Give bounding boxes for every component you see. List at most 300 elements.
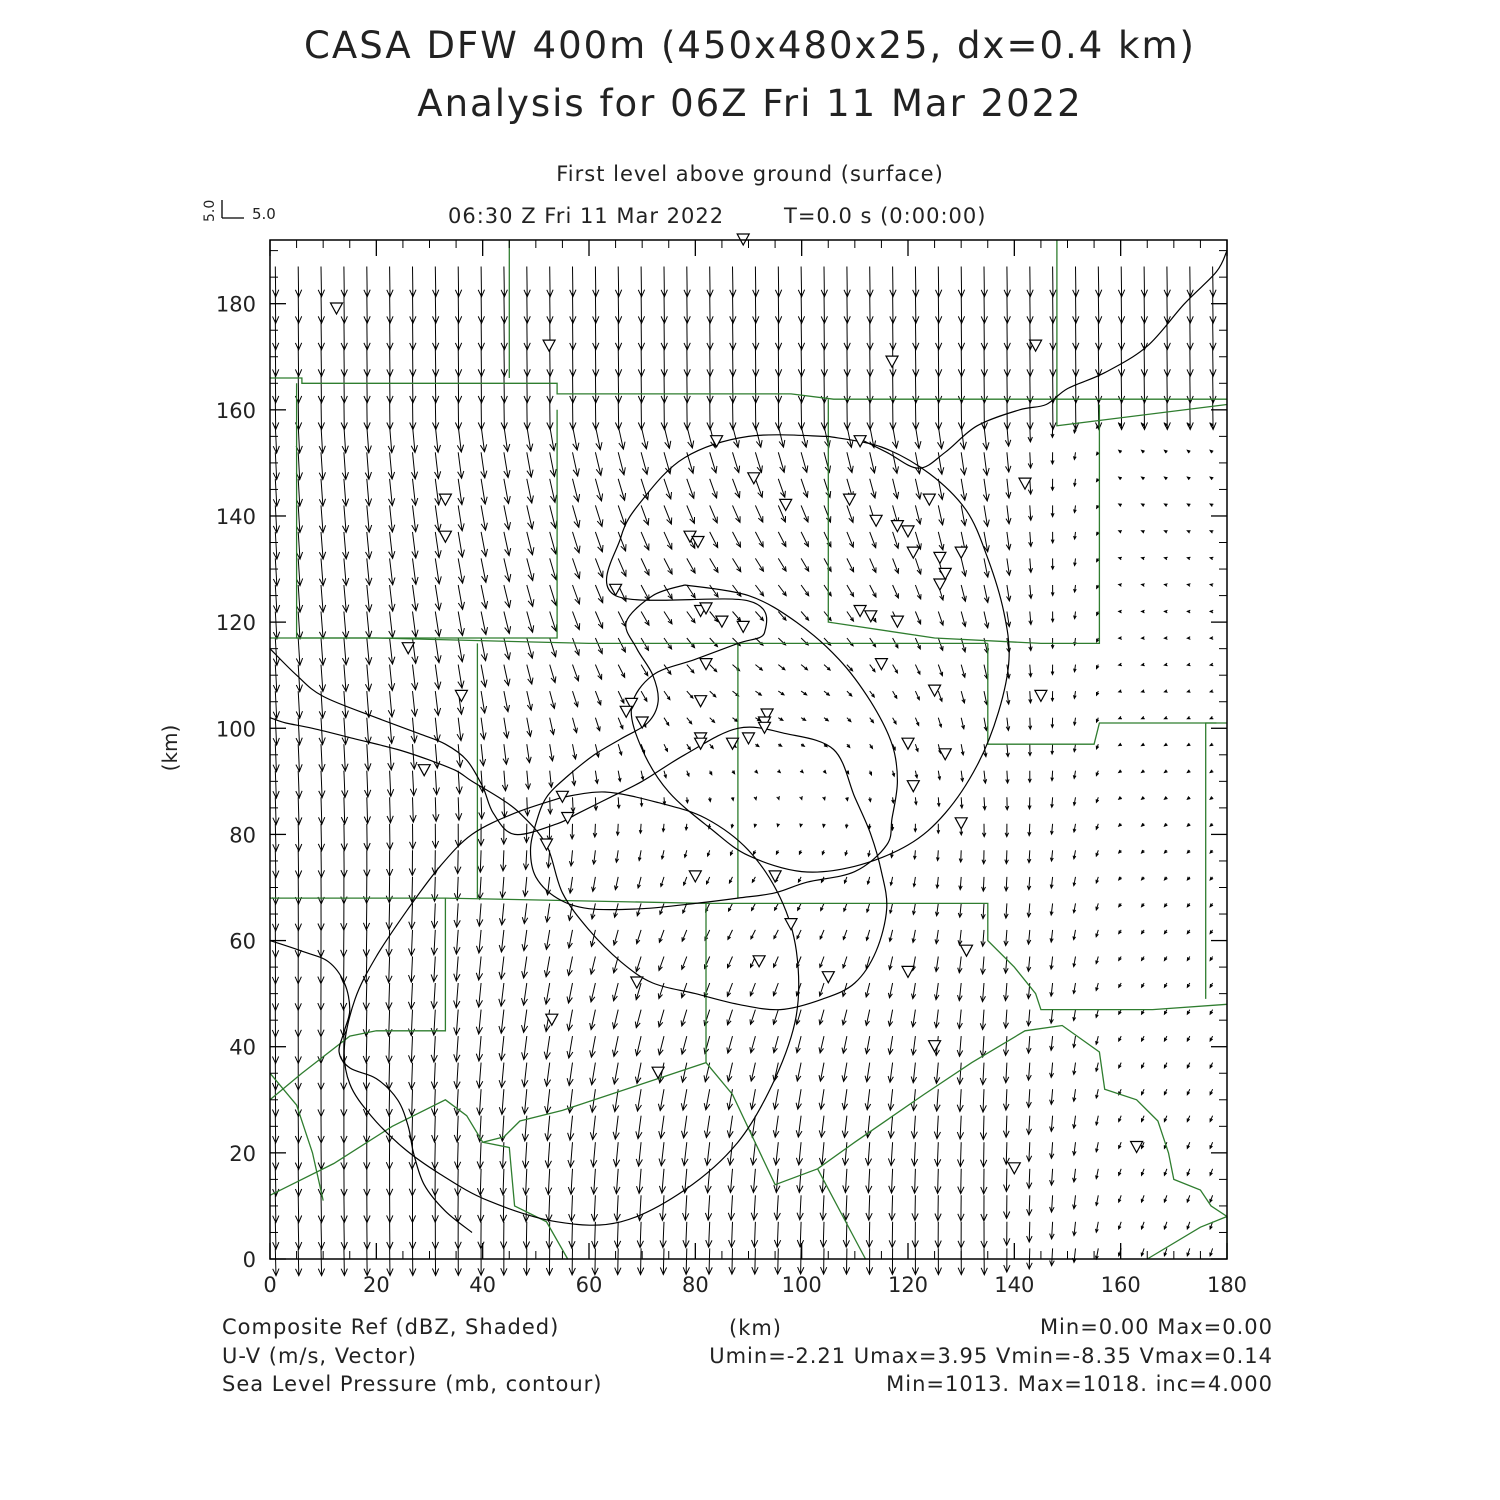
wind-vector bbox=[388, 718, 394, 744]
wind-vector bbox=[454, 957, 460, 981]
wind-vector bbox=[1074, 479, 1077, 486]
wind-vector bbox=[733, 558, 741, 571]
wind-vector bbox=[1096, 267, 1102, 297]
wind-vector bbox=[1187, 1010, 1190, 1015]
county-boundary bbox=[297, 383, 557, 638]
wind-vector bbox=[549, 744, 554, 761]
wind-vector bbox=[567, 1089, 573, 1113]
wind-vector bbox=[318, 983, 324, 1010]
wind-vector bbox=[1187, 450, 1190, 453]
wind-vector bbox=[525, 797, 530, 815]
wind-vector bbox=[319, 558, 325, 585]
wind-vector bbox=[1210, 903, 1213, 906]
wind-vector bbox=[981, 957, 986, 975]
wind-vector bbox=[341, 1063, 347, 1090]
wind-vector bbox=[431, 1063, 437, 1089]
wind-vector bbox=[913, 877, 916, 887]
wind-vector bbox=[590, 983, 596, 1002]
wind-vector bbox=[434, 744, 440, 768]
wind-vector bbox=[775, 903, 779, 910]
y-tick-label: 20 bbox=[229, 1141, 256, 1166]
wind-vector bbox=[618, 452, 625, 475]
wind-vector bbox=[1004, 903, 1008, 918]
station-marker bbox=[961, 945, 973, 956]
wind-vector bbox=[936, 267, 942, 297]
wind-vector bbox=[1004, 983, 1009, 1001]
wind-vector bbox=[1187, 663, 1190, 666]
wind-vector bbox=[454, 1116, 460, 1142]
wind-vector bbox=[981, 903, 985, 918]
wind-vector bbox=[523, 1169, 529, 1195]
wind-vector bbox=[1119, 930, 1122, 934]
wind-vector bbox=[504, 479, 510, 504]
wind-vector bbox=[847, 638, 853, 646]
wind-vector bbox=[432, 1116, 438, 1143]
vector-key-v-label: 5.0 bbox=[202, 199, 218, 222]
wind-vector bbox=[824, 558, 831, 571]
wind-vector bbox=[1050, 1010, 1054, 1024]
wind-vector bbox=[710, 744, 714, 748]
wind-vector bbox=[1004, 1195, 1010, 1218]
wind-vector bbox=[387, 850, 393, 876]
wind-vector bbox=[388, 665, 394, 691]
wind-vector bbox=[386, 1089, 392, 1116]
wind-vector bbox=[1210, 1248, 1213, 1255]
wind-vector bbox=[341, 957, 347, 984]
wind-vector bbox=[595, 744, 599, 757]
wind-vector bbox=[733, 612, 741, 622]
wind-vector bbox=[733, 532, 741, 547]
wind-vector bbox=[526, 771, 531, 789]
wind-vector bbox=[706, 1222, 712, 1247]
wind-vector bbox=[411, 426, 417, 453]
wind-vector bbox=[455, 824, 461, 847]
wind-vector bbox=[481, 479, 487, 504]
wind-vector bbox=[570, 824, 574, 839]
wind-vector bbox=[568, 1116, 574, 1140]
wind-vector bbox=[981, 1142, 987, 1167]
wind-vector bbox=[547, 267, 553, 297]
wind-vector bbox=[1119, 796, 1122, 799]
wind-vector bbox=[659, 1169, 665, 1193]
wind-vector bbox=[458, 585, 464, 609]
wind-vector bbox=[750, 1063, 756, 1082]
y-tick-label: 140 bbox=[215, 504, 256, 529]
wind-vector bbox=[431, 903, 437, 928]
wind-vector bbox=[499, 983, 505, 1006]
wind-vector bbox=[681, 1036, 687, 1054]
wind-vector bbox=[412, 585, 418, 611]
wind-vector bbox=[1187, 716, 1190, 719]
wind-vector bbox=[1187, 877, 1190, 880]
wind-vector bbox=[664, 479, 672, 499]
wind-vector bbox=[755, 585, 763, 596]
wind-vector bbox=[750, 983, 755, 996]
wind-vector bbox=[1142, 716, 1145, 719]
wind-vector bbox=[1210, 450, 1213, 453]
wind-vector bbox=[319, 797, 325, 824]
wind-vector bbox=[800, 796, 803, 799]
wind-vector bbox=[705, 1195, 711, 1220]
wind-vector bbox=[1027, 1089, 1032, 1107]
wind-vector bbox=[410, 1222, 416, 1249]
wind-vector bbox=[847, 505, 854, 522]
wind-vector bbox=[295, 1010, 301, 1037]
wind-vector bbox=[938, 691, 942, 701]
wind-vector bbox=[659, 1142, 665, 1166]
wind-vector bbox=[319, 505, 325, 532]
wind-vector bbox=[595, 638, 602, 654]
wind-vector bbox=[296, 558, 302, 585]
wind-vector bbox=[755, 612, 763, 621]
wind-vector bbox=[568, 1169, 574, 1195]
wind-vector bbox=[750, 1010, 755, 1025]
wind-vector bbox=[458, 479, 464, 505]
wind-vector bbox=[1142, 1116, 1145, 1122]
wind-vector bbox=[893, 452, 899, 473]
wind-vector bbox=[389, 532, 395, 559]
wind-vector bbox=[618, 612, 626, 627]
wind-vector bbox=[844, 877, 847, 883]
wind-vector bbox=[296, 585, 302, 612]
wind-vector bbox=[590, 1116, 596, 1140]
wind-vector bbox=[366, 638, 372, 665]
y-tick-label: 120 bbox=[215, 611, 256, 636]
wind-vector bbox=[365, 452, 371, 479]
wind-vector bbox=[819, 1063, 824, 1082]
wind-vector bbox=[750, 1036, 756, 1053]
wind-vector bbox=[1096, 1089, 1099, 1098]
wind-vector bbox=[778, 479, 785, 497]
wind-vector bbox=[889, 1169, 895, 1193]
wind-vector bbox=[822, 850, 825, 854]
wind-vector bbox=[454, 930, 460, 954]
valid-time-label: 06:30 Z Fri 11 Mar 2022 bbox=[448, 204, 725, 228]
wind-vector bbox=[957, 1036, 963, 1056]
wind-vector bbox=[1187, 584, 1190, 587]
wind-vector bbox=[595, 691, 601, 705]
wind-vector bbox=[638, 267, 644, 297]
wind-vector bbox=[661, 877, 665, 887]
wind-vector bbox=[614, 1222, 620, 1248]
wind-vector bbox=[615, 850, 618, 862]
wind-vector bbox=[1027, 903, 1031, 917]
wind-vector bbox=[821, 267, 827, 297]
wind-vector bbox=[637, 903, 641, 915]
wind-vector bbox=[934, 1010, 939, 1028]
wind-vector bbox=[432, 824, 438, 848]
wind-vector bbox=[710, 691, 716, 697]
wind-vector bbox=[893, 585, 899, 598]
wind-vector bbox=[412, 532, 418, 558]
wind-vector bbox=[273, 505, 279, 532]
wind-field-stats: Umin=-2.21 Umax=3.95 Vmin=-8.35 Vmax=0.14 bbox=[709, 1344, 1273, 1368]
wind-vector bbox=[1164, 1222, 1167, 1229]
wind-vector bbox=[687, 479, 695, 499]
wind-vector bbox=[982, 824, 986, 837]
wind-vector bbox=[1006, 718, 1010, 731]
wind-vector bbox=[938, 505, 944, 525]
wind-vector bbox=[1096, 1116, 1099, 1125]
wind-vector bbox=[664, 744, 668, 751]
wind-vector bbox=[1096, 1142, 1099, 1152]
vector-key-u-label: 5.0 bbox=[252, 205, 276, 223]
wind-vector bbox=[730, 267, 736, 297]
wind-vector bbox=[1210, 1116, 1213, 1122]
wind-vector bbox=[687, 718, 692, 724]
wind-vector bbox=[774, 1195, 780, 1220]
wind-vector bbox=[545, 903, 550, 922]
wind-vector bbox=[1119, 584, 1122, 587]
wind-vector bbox=[342, 691, 348, 718]
wind-vector bbox=[573, 558, 581, 578]
wind-vector bbox=[364, 1142, 370, 1169]
wind-vector bbox=[934, 1089, 940, 1111]
wind-vector bbox=[295, 1116, 301, 1143]
wind-vector bbox=[866, 1169, 872, 1193]
wind-vector bbox=[866, 1248, 872, 1274]
wind-vector bbox=[1210, 1036, 1213, 1041]
wind-vector bbox=[527, 558, 534, 580]
wind-vector bbox=[1119, 504, 1122, 507]
wind-vector bbox=[409, 850, 415, 875]
wind-vector bbox=[573, 744, 577, 759]
wind-vector bbox=[890, 903, 893, 913]
wind-vector bbox=[842, 1142, 848, 1165]
wind-vector bbox=[1051, 558, 1054, 569]
wind-vector bbox=[870, 532, 876, 548]
wind-vector bbox=[983, 479, 989, 501]
wind-vector bbox=[454, 903, 460, 927]
wind-vector bbox=[1142, 504, 1145, 507]
wind-vector bbox=[296, 744, 302, 771]
wind-vector bbox=[522, 957, 528, 979]
wind-vector bbox=[296, 612, 302, 639]
station-marker bbox=[1008, 1163, 1020, 1174]
wind-vector bbox=[318, 930, 324, 957]
wind-vector bbox=[1051, 665, 1054, 675]
wind-vector bbox=[957, 1063, 963, 1085]
wind-vector bbox=[664, 691, 670, 700]
wind-vector bbox=[365, 665, 371, 691]
wind-vector bbox=[823, 770, 826, 773]
wind-vector bbox=[480, 718, 486, 740]
wind-vector bbox=[458, 558, 464, 583]
wind-vector bbox=[658, 1036, 664, 1055]
wind-vector bbox=[477, 903, 483, 926]
wind-vector bbox=[387, 1222, 393, 1249]
wind-vector bbox=[888, 1010, 893, 1026]
wind-vector bbox=[1007, 612, 1011, 627]
wind-vector bbox=[983, 426, 989, 450]
wind-vector bbox=[522, 983, 528, 1005]
wind-vector bbox=[683, 1248, 689, 1274]
wind-vector bbox=[573, 691, 579, 707]
wind-vector bbox=[824, 505, 831, 522]
wind-vector bbox=[501, 267, 507, 297]
wind-vector bbox=[1096, 1195, 1099, 1205]
wind-vector bbox=[957, 1010, 962, 1029]
wind-vector bbox=[527, 718, 532, 737]
wind-vector bbox=[981, 1248, 987, 1274]
wind-vector bbox=[664, 558, 672, 574]
wind-vector bbox=[435, 638, 441, 663]
wind-vector bbox=[318, 1063, 324, 1090]
pressure-contour bbox=[607, 435, 1010, 872]
wind-vector bbox=[796, 1036, 801, 1053]
wind-vector bbox=[1210, 1089, 1213, 1095]
wind-vector bbox=[1119, 610, 1122, 613]
wind-vector bbox=[865, 1036, 870, 1054]
wind-vector bbox=[410, 267, 416, 297]
wind-vector bbox=[341, 1222, 347, 1249]
wind-vector bbox=[1187, 610, 1190, 613]
wind-vector bbox=[710, 665, 717, 672]
wind-vector bbox=[550, 532, 557, 554]
wind-vector bbox=[1187, 957, 1190, 961]
wind-vector bbox=[1003, 1036, 1008, 1055]
wind-vector bbox=[1050, 1036, 1054, 1050]
wind-vector bbox=[936, 903, 939, 915]
wind-vector bbox=[613, 983, 619, 1001]
wind-vector bbox=[961, 612, 966, 627]
wind-vector bbox=[1029, 718, 1032, 730]
wind-vector bbox=[870, 479, 876, 498]
wind-vector bbox=[363, 930, 369, 957]
wind-vector bbox=[710, 585, 718, 597]
wind-vector bbox=[1096, 930, 1099, 937]
wind-vector bbox=[1119, 1010, 1122, 1015]
wind-vector bbox=[774, 930, 778, 939]
wind-vector bbox=[635, 1036, 641, 1056]
county-boundary bbox=[818, 1169, 866, 1259]
wind-vector bbox=[845, 850, 848, 855]
wind-vector bbox=[481, 691, 487, 713]
wind-vector bbox=[1164, 877, 1167, 880]
station-marker bbox=[902, 738, 914, 749]
wind-vector bbox=[319, 638, 325, 665]
wind-vector bbox=[1051, 797, 1054, 807]
wind-vector bbox=[1119, 903, 1122, 906]
wind-vector bbox=[842, 1116, 848, 1138]
wind-vector bbox=[843, 957, 847, 968]
wind-vector bbox=[412, 665, 418, 690]
wind-vector bbox=[434, 718, 440, 742]
wind-vector bbox=[1210, 690, 1213, 693]
wind-vector bbox=[1187, 850, 1190, 853]
wind-vector bbox=[410, 1248, 416, 1275]
wind-vector bbox=[1096, 877, 1099, 883]
wind-vector bbox=[458, 665, 464, 688]
wind-vector bbox=[799, 850, 802, 854]
wind-vector bbox=[342, 665, 348, 692]
wind-vector bbox=[364, 824, 370, 850]
county-boundary bbox=[483, 1142, 568, 1259]
wind-vector bbox=[936, 877, 939, 888]
wind-vector bbox=[613, 930, 618, 945]
wind-vector bbox=[434, 426, 440, 453]
wind-vector bbox=[752, 1222, 758, 1247]
wind-vector bbox=[1027, 1222, 1033, 1242]
wind-vector bbox=[573, 718, 578, 733]
wind-vector bbox=[636, 957, 641, 972]
wind-vector bbox=[774, 1142, 780, 1165]
wind-vector bbox=[980, 1063, 986, 1085]
wind-vector bbox=[408, 1010, 414, 1036]
wind-vector bbox=[366, 505, 372, 532]
wind-vector bbox=[980, 1089, 986, 1112]
wind-vector bbox=[1164, 850, 1167, 853]
wind-vector bbox=[1210, 770, 1213, 773]
wind-vector bbox=[682, 1116, 688, 1138]
wind-vector bbox=[1119, 957, 1122, 961]
wind-vector bbox=[687, 558, 695, 573]
wind-vector bbox=[1210, 1195, 1213, 1202]
wind-vector bbox=[409, 1089, 415, 1116]
wind-vector bbox=[1005, 850, 1009, 863]
wind-vector bbox=[641, 612, 649, 626]
wind-vector bbox=[550, 452, 557, 476]
wind-vector bbox=[890, 267, 896, 297]
wind-vector bbox=[801, 479, 808, 497]
wind-vector bbox=[1003, 1116, 1009, 1138]
wind-vector bbox=[777, 796, 780, 799]
wind-vector bbox=[911, 1116, 917, 1139]
wind-vector bbox=[1119, 770, 1122, 773]
wind-vector bbox=[408, 983, 414, 1009]
wind-vector bbox=[432, 1248, 438, 1275]
wind-vector bbox=[523, 1195, 529, 1221]
wind-vector bbox=[1210, 584, 1213, 587]
wind-vector bbox=[1164, 957, 1167, 961]
wind-vector bbox=[709, 771, 712, 775]
y-tick-label: 80 bbox=[229, 823, 256, 848]
wind-vector bbox=[343, 532, 349, 559]
wind-vector bbox=[343, 612, 349, 639]
wind-vector bbox=[1141, 1248, 1144, 1255]
wind-vector bbox=[915, 505, 921, 524]
wind-vector bbox=[545, 1142, 551, 1167]
wind-vector bbox=[937, 824, 940, 833]
wind-vector bbox=[499, 1089, 505, 1114]
wind-vector bbox=[959, 877, 962, 890]
station-marker bbox=[455, 690, 467, 701]
wind-vector bbox=[386, 983, 392, 1009]
wind-vector bbox=[500, 903, 506, 925]
wind-vector bbox=[295, 877, 301, 904]
wind-vector bbox=[1210, 663, 1213, 666]
station-marker bbox=[886, 356, 898, 367]
wind-vector bbox=[705, 957, 710, 969]
wind-vector bbox=[1097, 585, 1100, 588]
wind-vector bbox=[755, 665, 762, 671]
wind-vector bbox=[1051, 824, 1054, 834]
station-marker bbox=[743, 733, 755, 744]
wind-vector bbox=[707, 877, 710, 884]
wind-vector bbox=[912, 1222, 918, 1248]
wind-vector bbox=[889, 1195, 895, 1220]
wind-vector bbox=[319, 612, 325, 639]
wind-vector bbox=[544, 1036, 550, 1059]
wind-vector bbox=[546, 1248, 552, 1275]
wind-vector bbox=[844, 903, 847, 911]
wind-vector bbox=[1027, 1116, 1032, 1135]
wind-vector bbox=[731, 824, 734, 828]
wind-vector bbox=[318, 1116, 324, 1143]
wind-vector bbox=[1210, 610, 1213, 613]
wind-vector bbox=[364, 797, 370, 823]
wind-vector bbox=[341, 1116, 347, 1143]
